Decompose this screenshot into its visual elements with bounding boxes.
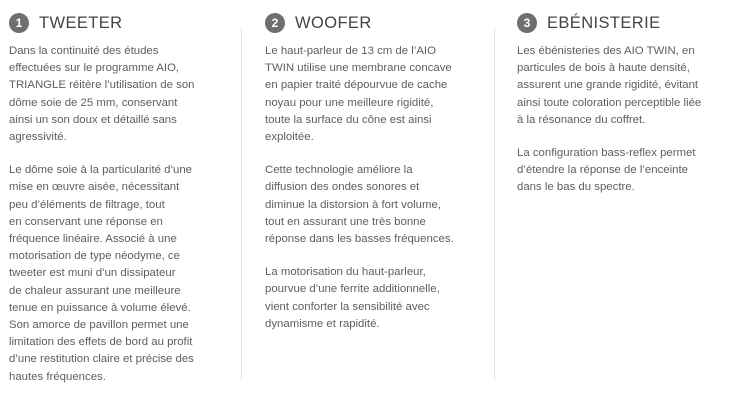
- section-header: [265, 12, 487, 34]
- section-title: WOOFER: [295, 13, 372, 32]
- section-paragraph: Dans la continuité des études effectuées sur le programme AIO, TRIANGLE réitère l’utilisation de son dôme soie de 25 mm, conservant ainsi un son doux et détaillé sans agressivité.: [9, 45, 195, 144]
- section-paragraph: Le dôme soie à la particularité d’une mise en œuvre aisée, nécessitant peu d’éléments de filtrage, tout en conservant une réponse en fréquence linéaire. Associé à une motorisation de type néodyme, ce tweeter est muni d’un dissipateur de chaleur assurant une meilleure tenue en puissance à volume élevé. Son amorce de pavillon permet une limitation des effets de bord au profit d’une restitution claire et précise des hautes fréquences.: [9, 164, 194, 383]
- column-divider: [494, 28, 495, 380]
- section-paragraph: Les ébénisteries des AIO TWIN, en particules de bois à haute densité, assurent une grande rigidité, évitant ainsi toute coloration perceptible liée à la résonance du coffret.: [517, 45, 702, 126]
- column-divider: [241, 28, 242, 380]
- section-paragraph: Le haut-parleur de 13 cm de l’AIO TWIN utilise une membrane concave en papier traité dépourvue de cache noyau pour une meilleure rigidité, toute la surface du cône est ainsi exploitée.: [265, 45, 452, 144]
- section-header: [517, 12, 729, 34]
- woofer-section: [265, 12, 487, 333]
- section-paragraph: La motorisation du haut-parleur, pourvue d’une ferrite additionnelle, vient conforter la sensibilité avec dynamisme et rapidité.: [265, 266, 440, 330]
- section-number-badge: 3: [517, 13, 537, 33]
- section-paragraph: La configuration bass-reflex permet d’étendre la réponse de l’enceinte dans le bas du spectre.: [517, 147, 696, 194]
- tweeter-section: [9, 12, 229, 386]
- section-title: TWEETER: [39, 13, 123, 32]
- section-title: EBÉNISTERIE: [547, 13, 661, 32]
- section-number-badge: 2: [265, 13, 285, 33]
- section-header: [9, 12, 229, 34]
- section-paragraph: Cette technologie améliore la diffusion des ondes sonores et diminue la distorsion à fort volume, tout en assurant une très bonne réponse dans les basses fréquences.: [265, 164, 454, 246]
- ebenisterie-section: [517, 12, 729, 197]
- section-number-badge: 1: [9, 13, 29, 33]
